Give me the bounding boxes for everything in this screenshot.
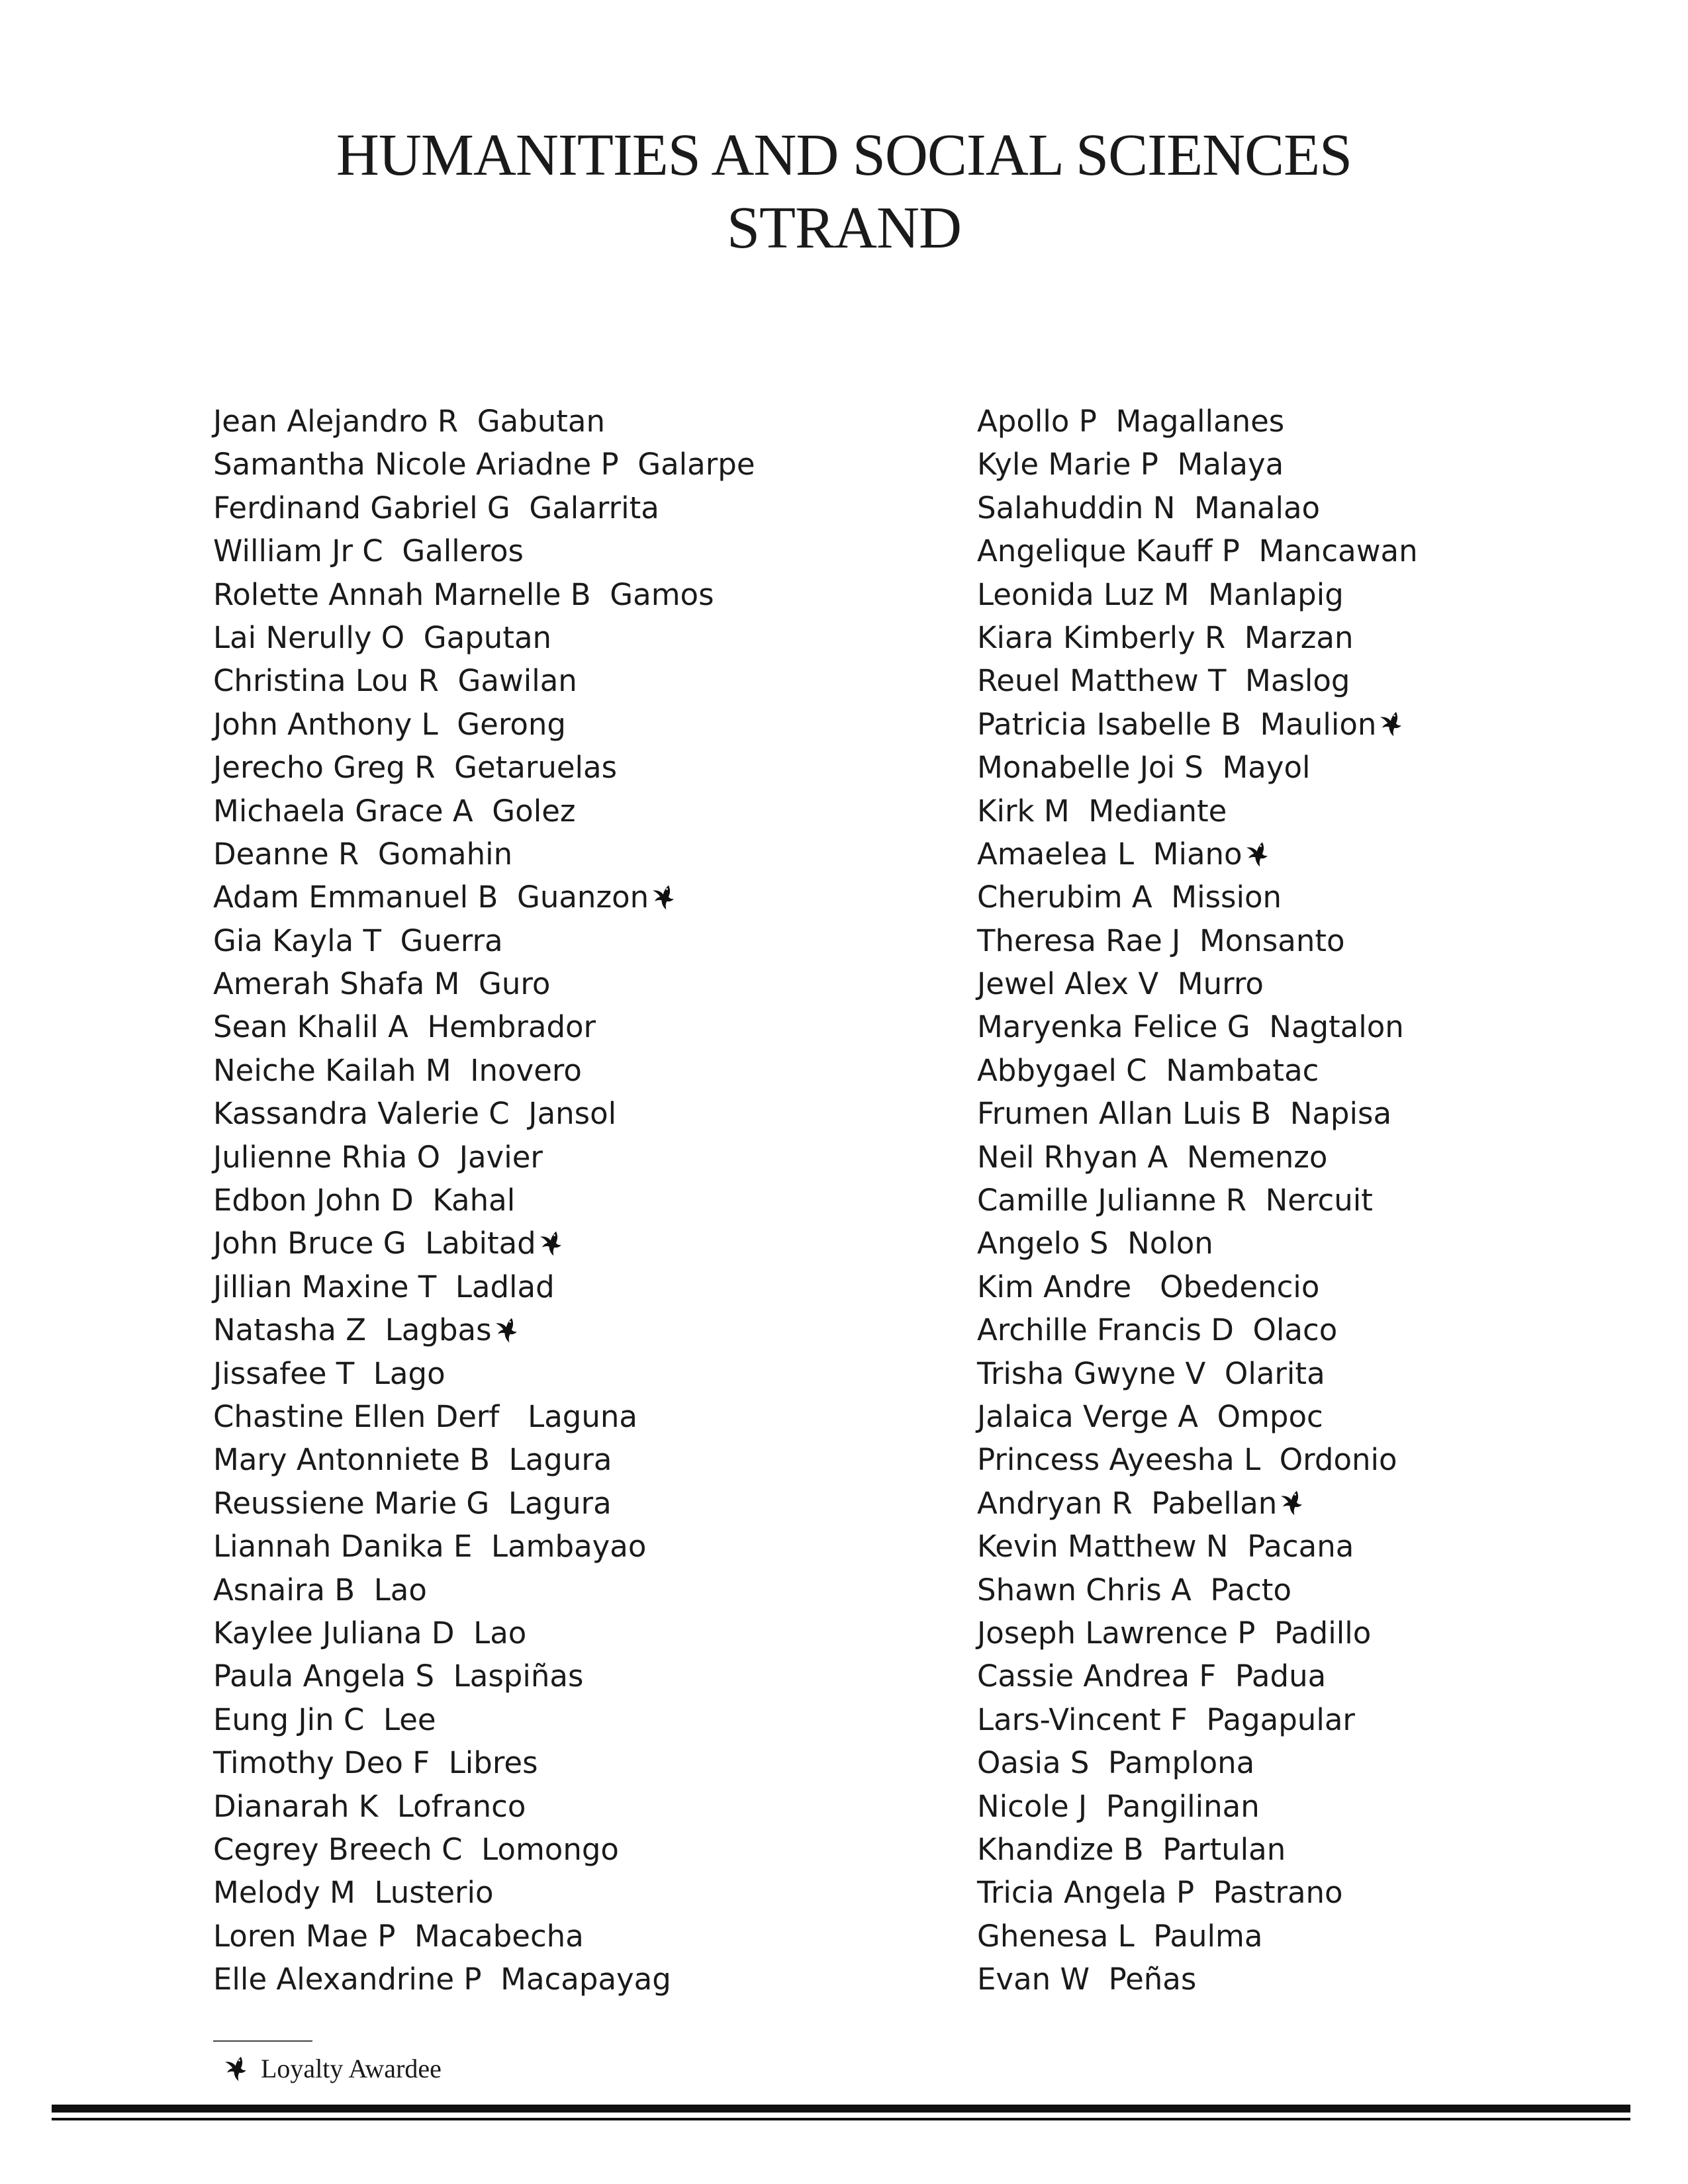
list-item xyxy=(977,1655,1418,1698)
list-item xyxy=(213,659,755,702)
list-item xyxy=(213,1741,755,1784)
student-name: Kevin Matthew N Pacana xyxy=(977,1529,1354,1565)
student-name: Angelo S Nolon xyxy=(977,1226,1213,1261)
student-name: Neiche Kailah M Inovero xyxy=(213,1052,582,1088)
list-item xyxy=(977,443,1418,486)
list-item xyxy=(213,1612,755,1655)
student-name: Ghenesa L Paulma xyxy=(977,1918,1263,1954)
right-name-list xyxy=(977,400,1418,2001)
student-name: Kyle Marie P Malaya xyxy=(977,447,1284,482)
page-title-line-2: STRAND xyxy=(726,195,962,261)
list-item xyxy=(213,1395,755,1438)
list-item xyxy=(213,1482,755,1525)
student-name: Jillian Maxine T Ladlad xyxy=(213,1269,555,1304)
student-name: Shawn Chris A Pacto xyxy=(977,1572,1291,1608)
student-name: Abbygael C Nambatac xyxy=(977,1052,1319,1088)
list-item xyxy=(977,1525,1418,1568)
left-name-list xyxy=(213,400,755,2001)
list-item xyxy=(213,1958,755,2001)
student-name: Cassie Andrea F Padua xyxy=(977,1659,1327,1694)
list-item xyxy=(213,919,755,962)
student-name: Ferdinand Gabriel G Galarrita xyxy=(213,490,659,525)
list-item xyxy=(977,1438,1418,1481)
student-name: Theresa Rae J Monsanto xyxy=(977,923,1345,958)
student-name: Khandize B Partulan xyxy=(977,1831,1286,1867)
list-item xyxy=(213,1049,755,1092)
student-name: Kaylee Juliana D Lao xyxy=(213,1615,527,1651)
eagle-icon xyxy=(1277,1488,1307,1518)
student-name: Trisha Gwyne V Olarita xyxy=(977,1355,1325,1391)
list-item xyxy=(213,790,755,833)
list-item xyxy=(213,1569,755,1612)
student-name: Leonida Luz M Manlapig xyxy=(977,576,1344,612)
list-item xyxy=(977,1222,1418,1265)
list-item xyxy=(213,1005,755,1048)
student-name: Maryenka Felice G Nagtalon xyxy=(977,1009,1404,1045)
student-name: Archille Francis D Olaco xyxy=(977,1312,1338,1348)
student-name: Deanne R Gomahin xyxy=(213,836,513,872)
student-name: Princess Ayeesha L Ordonio xyxy=(977,1442,1397,1478)
student-name: Jalaica Verge A Ompoc xyxy=(977,1398,1323,1434)
list-item xyxy=(977,616,1418,659)
student-name: Julienne Rhia O Javier xyxy=(213,1139,543,1175)
list-item xyxy=(213,573,755,616)
list-item xyxy=(977,1828,1418,1871)
student-name: Mary Antonniete B Lagura xyxy=(213,1442,612,1478)
student-name: Amerah Shafa M Guro xyxy=(213,966,551,1002)
student-name: Angelique Kauff P Mancawan xyxy=(977,533,1418,569)
list-item xyxy=(213,1525,755,1568)
student-name: Kiara Kimberly R Marzan xyxy=(977,619,1354,655)
list-item xyxy=(977,1265,1418,1308)
list-item xyxy=(213,1136,755,1179)
list-item xyxy=(977,529,1418,572)
list-item xyxy=(977,1136,1418,1179)
list-item xyxy=(213,443,755,486)
student-name: Jewel Alex V Murro xyxy=(977,966,1264,1002)
list-item xyxy=(977,1915,1418,1958)
list-item xyxy=(977,919,1418,962)
student-name: Asnaira B Lao xyxy=(213,1572,427,1608)
list-item xyxy=(213,1698,755,1741)
eagle-icon xyxy=(221,2054,252,2084)
list-item xyxy=(977,1612,1418,1655)
list-item xyxy=(213,486,755,529)
student-name: Kim Andre Obedencio xyxy=(977,1269,1320,1304)
student-name: Eung Jin C Lee xyxy=(213,1702,436,1737)
student-name: Patricia Isabelle B Maulion xyxy=(977,706,1377,742)
list-item xyxy=(213,1828,755,1871)
list-item xyxy=(213,703,755,746)
student-name: Kirk M Mediante xyxy=(977,793,1227,829)
list-item xyxy=(977,1741,1418,1784)
student-name: Cegrey Breech C Lomongo xyxy=(213,1831,619,1867)
legend xyxy=(221,2053,442,2084)
student-name: Jean Alejandro R Gabutan xyxy=(213,404,605,439)
student-name: William Jr C Galleros xyxy=(213,533,524,569)
footnote-divider xyxy=(213,2040,312,2042)
list-item xyxy=(213,1222,755,1265)
student-name: Michaela Grace A Golez xyxy=(213,793,576,829)
student-name: Cherubim A Mission xyxy=(977,880,1282,915)
student-name: Gia Kayla T Guerra xyxy=(213,923,503,958)
student-name: Camille Julianne R Nercuit xyxy=(977,1183,1373,1218)
student-name: Edbon John D Kahal xyxy=(213,1183,516,1218)
list-item xyxy=(977,1482,1418,1525)
student-name: Salahuddin N Manalao xyxy=(977,490,1321,525)
student-name: Melody M Lusterio xyxy=(213,1875,494,1911)
student-name: Evan W Peñas xyxy=(977,1962,1197,1997)
student-name: Loren Mae P Macabecha xyxy=(213,1918,584,1954)
list-item xyxy=(977,1092,1418,1135)
list-item xyxy=(977,746,1418,789)
list-item xyxy=(977,790,1418,833)
student-name: Adam Emmanuel B Guanzon xyxy=(213,880,649,915)
student-name: Lai Nerully O Gaputan xyxy=(213,619,552,655)
list-item xyxy=(977,1005,1418,1048)
student-name: John Anthony L Gerong xyxy=(213,706,566,742)
list-item xyxy=(977,1352,1418,1395)
list-item xyxy=(213,962,755,1005)
eagle-icon xyxy=(536,1228,567,1259)
student-name: Chastine Ellen Derf Laguna xyxy=(213,1398,637,1434)
list-item xyxy=(977,1049,1418,1092)
student-name: Reussiene Marie G Lagura xyxy=(213,1485,612,1521)
eagle-icon xyxy=(1376,709,1407,739)
list-item xyxy=(977,659,1418,702)
student-name: Jissafee T Lago xyxy=(213,1355,445,1391)
list-item xyxy=(977,1569,1418,1612)
list-item xyxy=(977,1395,1418,1438)
student-name: John Bruce G Labitad xyxy=(213,1226,536,1261)
student-name: Andryan R Pabellan xyxy=(977,1485,1278,1521)
student-name: Rolette Annah Marnelle B Gamos xyxy=(213,576,714,612)
eagle-icon xyxy=(492,1315,522,1345)
student-name: Timothy Deo F Libres xyxy=(213,1745,538,1781)
list-item xyxy=(213,1092,755,1135)
list-item xyxy=(977,1871,1418,1914)
student-name: Tricia Angela P Pastrano xyxy=(977,1875,1343,1911)
student-name: Oasia S Pamplona xyxy=(977,1745,1255,1781)
student-name: Samantha Nicole Ariadne P Galarpe xyxy=(213,447,755,482)
list-item xyxy=(977,1958,1418,2001)
list-item xyxy=(213,1871,755,1914)
student-name: Amaelea L Miano xyxy=(977,836,1243,872)
student-name: Monabelle Joi S Mayol xyxy=(977,750,1311,786)
student-name: Kassandra Valerie C Jansol xyxy=(213,1096,617,1132)
student-name: Natasha Z Lagbas xyxy=(213,1312,492,1348)
list-item xyxy=(213,1308,755,1351)
student-name: Jerecho Greg R Getaruelas xyxy=(213,750,618,786)
eagle-icon xyxy=(649,882,679,913)
student-name: Nicole J Pangilinan xyxy=(977,1788,1260,1824)
list-item xyxy=(977,703,1418,746)
student-name: Christina Lou R Gawilan xyxy=(213,663,577,699)
student-name: Reuel Matthew T Maslog xyxy=(977,663,1350,699)
student-name: Elle Alexandrine P Macapayag xyxy=(213,1962,671,1997)
student-name: Neil Rhyan A Nemenzo xyxy=(977,1139,1328,1175)
bottom-rule-thick xyxy=(52,2105,1630,2113)
student-name: Sean Khalil A Hembrador xyxy=(213,1009,596,1045)
legend-label: Loyalty Awardee xyxy=(261,2054,442,2083)
list-item xyxy=(977,1698,1418,1741)
list-item xyxy=(977,876,1418,919)
list-item xyxy=(977,1179,1418,1222)
list-item xyxy=(213,616,755,659)
list-item xyxy=(977,962,1418,1005)
list-item xyxy=(213,1265,755,1308)
list-item xyxy=(213,529,755,572)
student-name: Lars-Vincent F Pagapular xyxy=(977,1702,1355,1737)
list-item xyxy=(213,400,755,443)
bottom-rule-thin xyxy=(52,2118,1630,2120)
list-item xyxy=(213,1655,755,1698)
list-item xyxy=(213,746,755,789)
eagle-icon xyxy=(1243,839,1273,870)
list-item xyxy=(213,1352,755,1395)
list-item xyxy=(977,400,1418,443)
student-name: Liannah Danika E Lambayao xyxy=(213,1529,647,1565)
list-item xyxy=(977,573,1418,616)
student-name: Joseph Lawrence P Padillo xyxy=(977,1615,1372,1651)
list-item xyxy=(213,1785,755,1828)
list-item xyxy=(213,1438,755,1481)
student-name: Apollo P Magallanes xyxy=(977,404,1285,439)
list-item xyxy=(977,1785,1418,1828)
list-item xyxy=(977,1308,1418,1351)
list-item xyxy=(977,486,1418,529)
student-name: Paula Angela S Laspiñas xyxy=(213,1659,584,1694)
page-title xyxy=(0,119,1688,265)
student-name: Dianarah K Lofranco xyxy=(213,1788,526,1824)
list-item xyxy=(213,876,755,919)
list-item xyxy=(213,1915,755,1958)
list-item xyxy=(213,1179,755,1222)
page-title-line-1: HUMANITIES AND SOCIAL SCIENCES xyxy=(336,122,1352,188)
list-item xyxy=(213,833,755,876)
list-item xyxy=(977,833,1418,876)
student-name: Frumen Allan Luis B Napisa xyxy=(977,1096,1392,1132)
